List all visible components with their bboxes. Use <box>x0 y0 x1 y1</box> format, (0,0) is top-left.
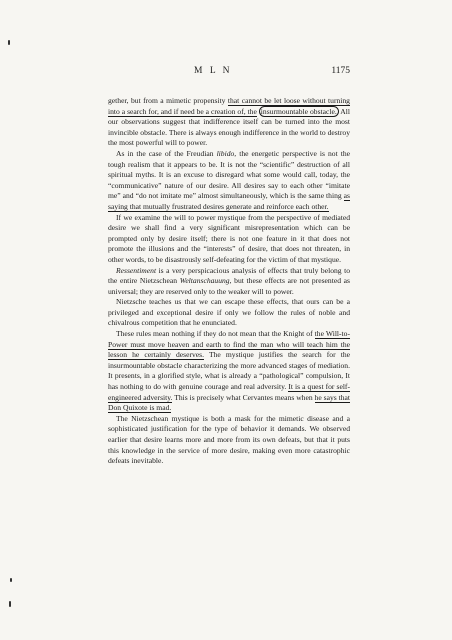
underlined-text: that cannot be let loose without turning into a search for, and if need be a creation of, the <box>108 96 350 116</box>
paragraph <box>108 297 350 329</box>
underlined-text: the Will-to-Power must move heaven and earth to find the man who will teach him the lesson he certainly deserves. <box>108 329 350 360</box>
underlined-text: as saying that mutually frustrated desires generate and reinforce each other. <box>108 191 350 211</box>
running-header <box>108 66 350 80</box>
underlined-text: It is a quest for self-engineered adversity. <box>108 382 350 402</box>
journal-title: M L N <box>194 66 233 76</box>
text-run: but these effects are not presented as universal; they are reserved only to the weaker will to power. <box>108 276 350 296</box>
text-run: All our observations suggest that indifference itself can be turned into the most invincible obstacle. There is always enough indifference in the world to destroy the most powerful will to power. <box>108 106 350 148</box>
paragraph <box>108 329 350 414</box>
text-run: As in the case of the Freudian <box>116 148 217 158</box>
text-run: The mystique justifies the search for the insurmountable obstacle characterizing the more advanced stages of mediation. It presents, in a glorified style, what is already a “pathological” compulsion, It has nothing to do with genuine courage and real adversity. <box>108 350 351 392</box>
margin-mark <box>9 601 11 607</box>
underlined-text: he says that Don Quixote is mad. <box>108 392 350 413</box>
paragraph <box>108 414 350 467</box>
text-run: gether, but from a mimetic propensity <box>108 96 228 105</box>
text-run: This is precisely what Cervantes means when <box>172 392 315 402</box>
italic-text: Ressentiment <box>116 265 157 275</box>
body-text <box>108 96 350 467</box>
paragraph <box>108 266 350 298</box>
margin-mark <box>8 40 10 45</box>
italic-text: Weltanschauung, <box>179 276 232 286</box>
paragraph <box>108 213 350 266</box>
text-run: is a very perspicacious analysis of effects that truly belong to the entire Nietzschean <box>108 265 350 286</box>
italic-text: libido, <box>216 148 237 158</box>
text-run: the energetic perspective is not the tough realism that it appears to be. It is not the “scientific” destruction of all spiritual myths. It is an excuse to disregard what some would call, today, the “communicative” nature of our desire. All desires say to each other “imitate me” and “do not imitate me” almost simultaneously, which is the same thing <box>108 148 351 201</box>
paragraph <box>108 96 350 149</box>
circled-text: insurmountable obstacle. <box>260 106 337 116</box>
page-number: 1175 <box>331 66 350 76</box>
text-run: If we examine the will to power mystique from the perspective of mediated desire we shall find a very significant misrepresentation which can be prompted only by desire itself; there is not one feature in it that does not promote the illusions and the “interests” of desire, that does not threaten, in other words, to be disastrously self-defeating for the victim of that mystique. <box>108 212 350 264</box>
text-run: These rules mean nothing if they do not mean that the Knight of <box>116 329 315 339</box>
text-run: The Nietzschean mystique is both a mask for the mimetic disease and a sophisticated justification for the type of behavior it demands. We observed earlier that desire learns more and more from its own defeats, but that it puts this knowledge in the service of more desire, making even more catastrophic defeats inevitable. <box>108 413 350 466</box>
paragraph <box>108 149 350 213</box>
text-run: Nietzsche teaches us that we can escape these effects, that ours can be a privileged and exceptional desire if only we follow the rules of noble and chivalrous competition that he enunciated. <box>108 297 350 328</box>
margin-mark <box>10 578 12 582</box>
